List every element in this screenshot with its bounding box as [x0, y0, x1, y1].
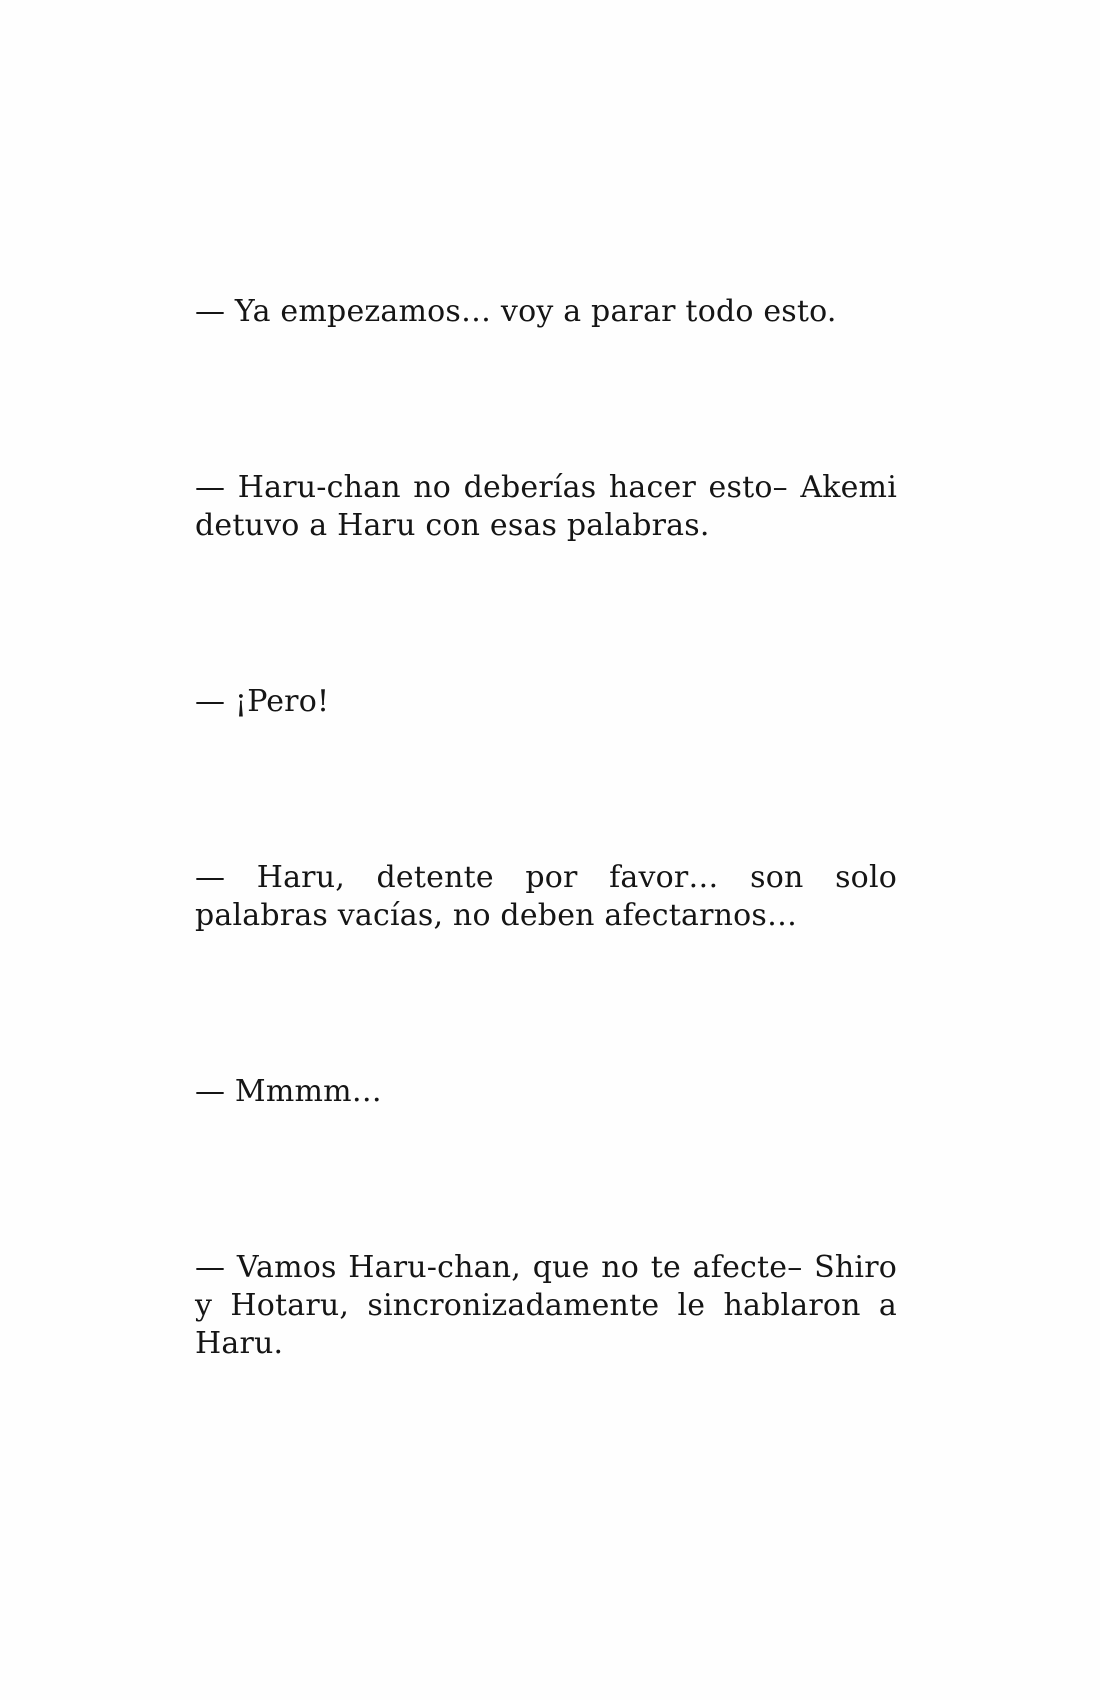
dialogue-paragraph-4: — Haru, detente por favor… son solo palabras vacías, no deben afectarnos… — [195, 860, 897, 933]
dialogue-paragraph-3: — ¡Pero! — [195, 684, 330, 719]
dialogue-paragraph-2: — Haru-chan no deberías hacer esto– Akemi detuvo a Haru con esas palabras. — [195, 470, 897, 543]
dialogue-paragraph-5: — Mmmm… — [195, 1074, 382, 1109]
dialogue-paragraph-6: — Vamos Haru-chan, que no te afecte– Shiro y Hotaru, sincronizadamente le hablaron a Haru. — [195, 1250, 897, 1361]
dialogue-paragraph-1: — Ya empezamos… voy a parar todo esto. — [195, 294, 837, 329]
